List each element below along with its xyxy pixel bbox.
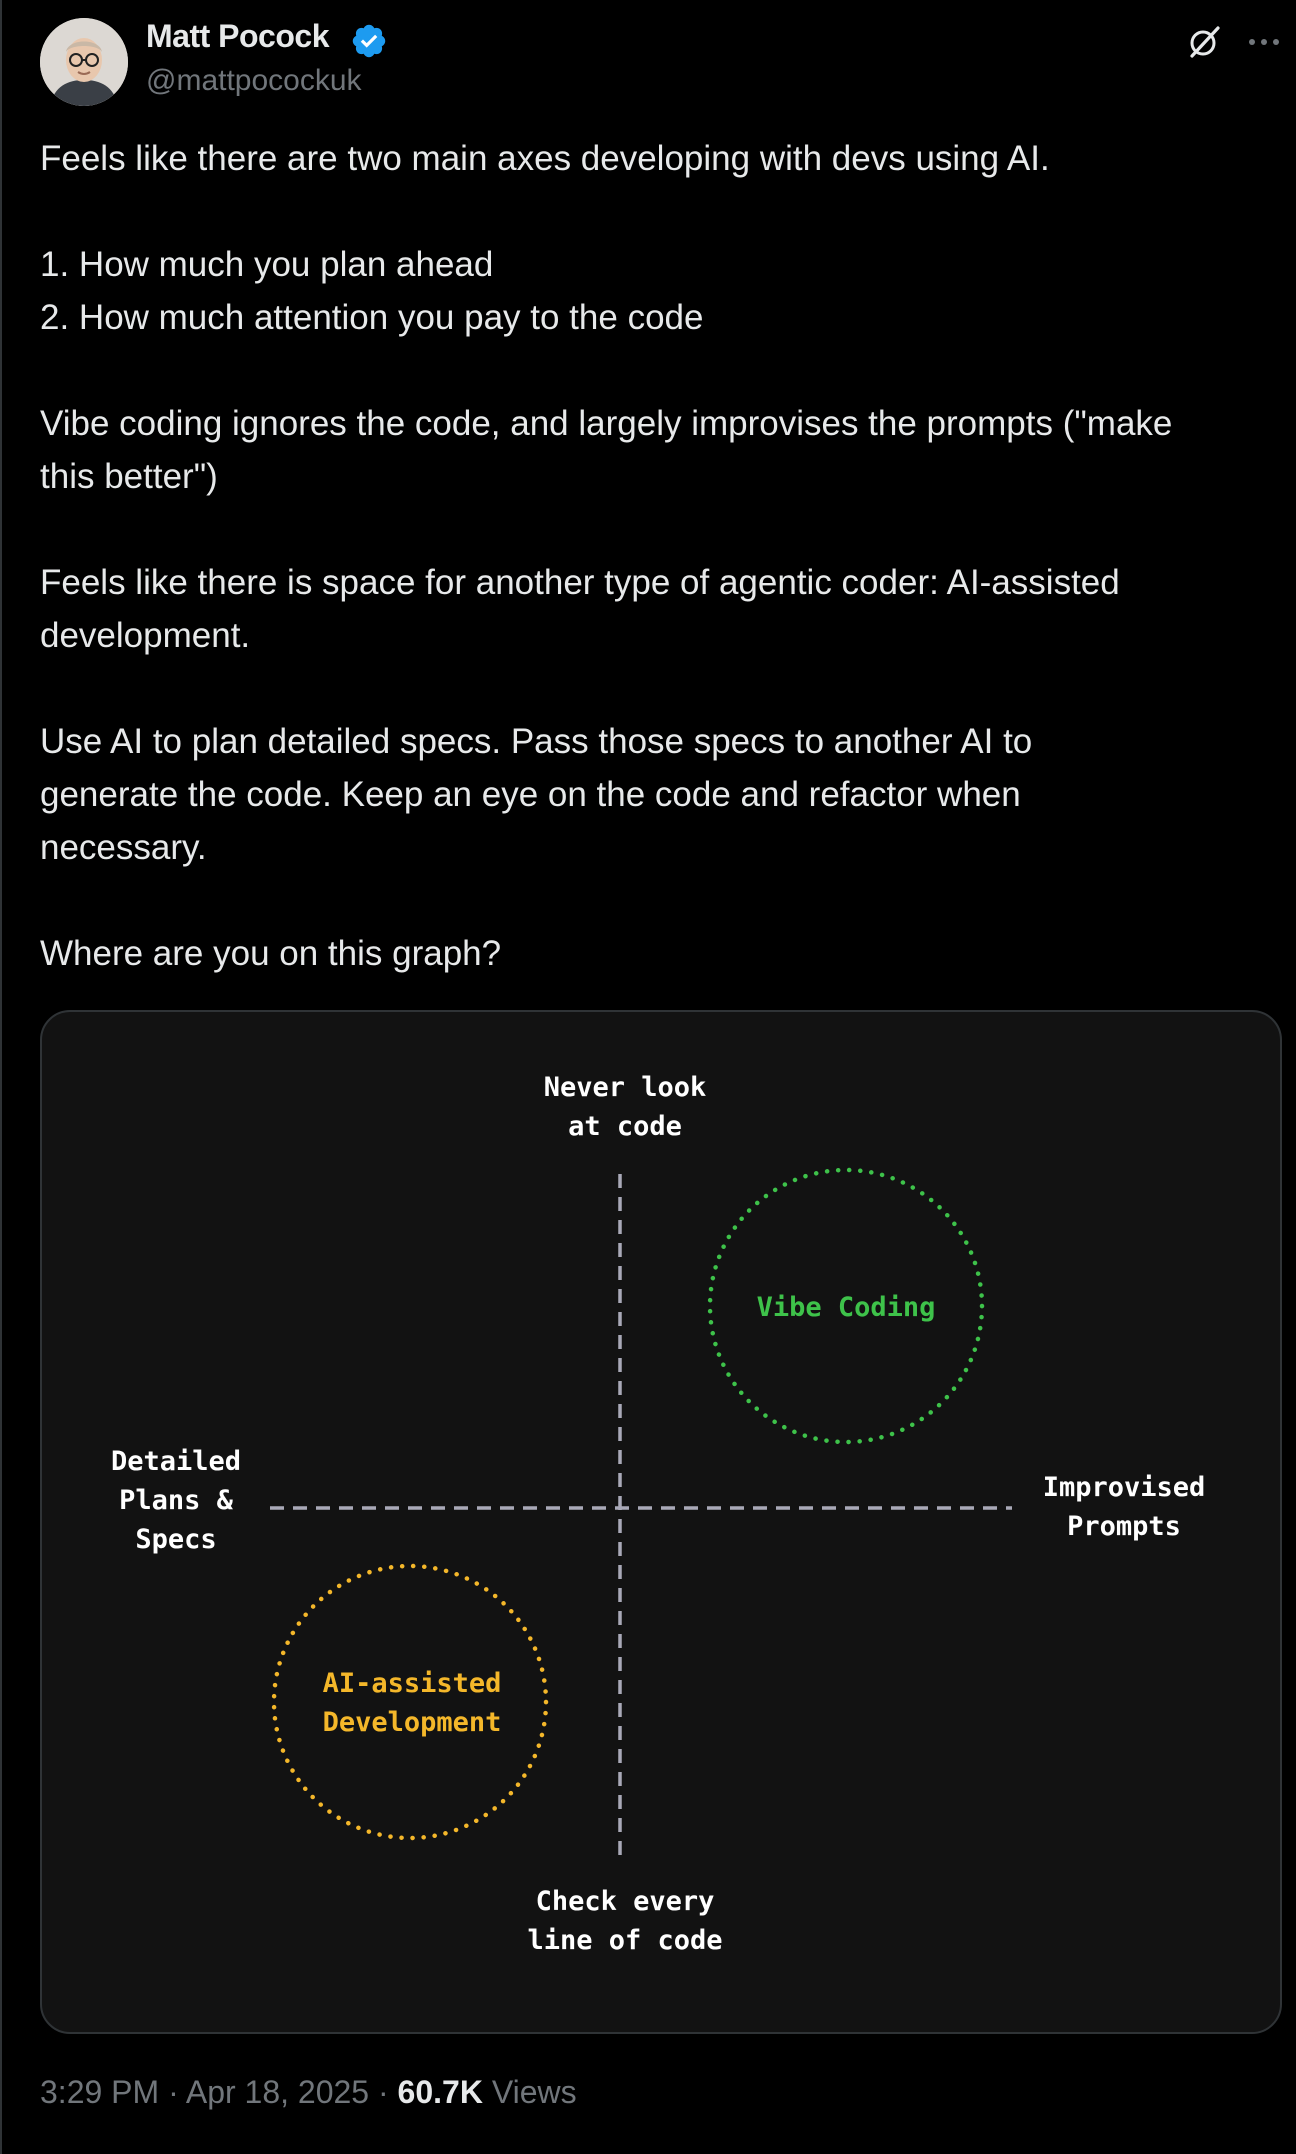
axis-bottom-label-line: Check every bbox=[535, 1886, 715, 1917]
vibe-coding-label: Vibe Coding bbox=[756, 1292, 936, 1323]
ai-assisted-label-line: Development bbox=[322, 1707, 502, 1738]
tweet-line: development. bbox=[40, 616, 251, 655]
quadrant-diagram bbox=[42, 1012, 1282, 2034]
views-count: 60.7K bbox=[397, 2074, 483, 2110]
tweet-line: 2. How much attention you pay to the code bbox=[40, 298, 704, 337]
avatar[interactable] bbox=[40, 18, 128, 106]
tweet-text bbox=[40, 132, 1290, 980]
author-name[interactable]: Matt Pocock bbox=[146, 18, 329, 54]
tweet-line: necessary. bbox=[40, 828, 207, 867]
tweet-date[interactable]: Apr 18, 2025 bbox=[185, 2074, 370, 2110]
axis-right-label-line: Improvised bbox=[1042, 1472, 1206, 1503]
tweet-line: Use AI to plan detailed specs. Pass those specs to another AI to bbox=[40, 722, 1033, 761]
axis-left-label-line: Specs bbox=[135, 1524, 217, 1555]
more-options-icon[interactable] bbox=[1244, 24, 1284, 60]
ai-assisted-circle bbox=[274, 1566, 546, 1838]
axis-left-label-line: Plans & bbox=[119, 1485, 233, 1516]
tweet-image[interactable] bbox=[40, 1010, 1282, 2034]
meta-separator: · bbox=[377, 2074, 389, 2110]
axis-bottom-label-line: line of code bbox=[527, 1925, 723, 1956]
tweet-time[interactable]: 3:29 PM bbox=[40, 2074, 160, 2110]
axis-left-label-line: Detailed bbox=[110, 1446, 242, 1477]
axis-top-label-line: at code bbox=[568, 1111, 682, 1142]
ai-assisted-label-line: AI-assisted bbox=[322, 1668, 502, 1699]
tweet-line: 1. How much you plan ahead bbox=[40, 245, 494, 284]
author-handle[interactable]: @mattpocockuk bbox=[146, 64, 362, 97]
tweet-line: Feels like there are two main axes developing with devs using AI. bbox=[40, 139, 1050, 178]
tweet-line: Feels like there is space for another type of agentic coder: AI-assisted bbox=[40, 563, 1120, 602]
meta-separator: · bbox=[168, 2074, 179, 2110]
left-border bbox=[0, 0, 2, 2154]
tweet-line: Where are you on this graph? bbox=[40, 934, 502, 973]
tweet-line: Vibe coding ignores the code, and largely improvises the prompts ("make bbox=[40, 404, 1173, 443]
tweet-line: this better") bbox=[40, 457, 218, 496]
axis-top-label-line: Never look bbox=[543, 1072, 707, 1103]
verified-badge-icon bbox=[350, 22, 388, 60]
axis-right-label-line: Prompts bbox=[1067, 1511, 1181, 1542]
views-label: Views bbox=[491, 2074, 577, 2110]
tweet-metadata bbox=[40, 2074, 577, 2111]
tweet-line: generate the code. Keep an eye on the code and refactor when bbox=[40, 775, 1021, 814]
grok-icon[interactable] bbox=[1184, 22, 1224, 62]
